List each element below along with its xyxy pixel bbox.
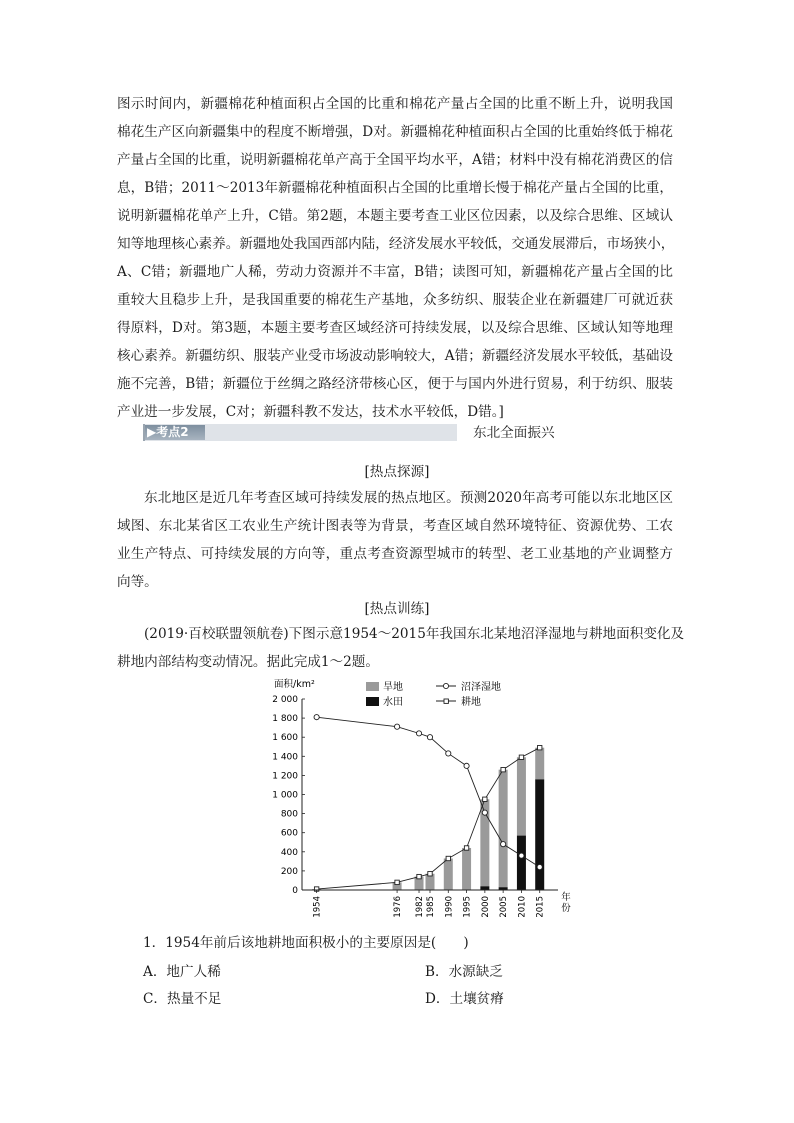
cultivated-land-point [538, 746, 542, 750]
option-a[interactable]: A．地广人稀 [143, 964, 221, 980]
bar-series [312, 748, 544, 890]
x-tick-label: 2005 [499, 896, 510, 918]
bar-paddy-field [480, 886, 489, 890]
marsh-wetland-point [446, 751, 451, 756]
x-tick-label: 2000 [480, 896, 491, 918]
question-stem: 1．1954年前后该地耕地面积极小的主要原因是( ) [143, 935, 469, 951]
paragraph-line: 东北地区是近几年考查区域可持续发展的热点地区。预测2020年高考可能以东北地区区 [144, 490, 673, 506]
section-title: 东北全面振兴 [473, 425, 555, 441]
hot-source-heading: [热点探源] [364, 464, 430, 480]
paragraph-line: 核心素养。新疆纺织、服装产业受市场波动影响较大，A错；新疆经济发展水平较低，基础设 [117, 348, 673, 364]
legend-swatch-paddy-field [366, 697, 379, 706]
x-tick-label: 2010 [517, 896, 528, 918]
marsh-wetland-point [482, 810, 487, 815]
cultivated-land-point [395, 880, 399, 884]
hot-training-heading: [热点训练] [364, 601, 430, 617]
paragraph-line: 耕地内部结构变动情况。据此完成1～2题。 [117, 654, 379, 670]
legend-swatch-dry-land [366, 682, 379, 691]
y-tick-label: 2 000 [272, 695, 298, 705]
paragraph-line: 向等。 [117, 574, 158, 590]
bar-paddy-field [517, 836, 526, 890]
x-tick-label: 1954 [312, 896, 323, 918]
paragraph-line: 施不完善，B错；新疆位于丝绸之路经济带核心区，便于与国内外进行贸易，利于纺织、服装 [117, 376, 673, 392]
y-tick-label: 200 [280, 866, 298, 877]
y-axis-label: 面积/km² [274, 679, 315, 690]
cultivated-land-point [446, 856, 450, 860]
y-axis [272, 695, 305, 896]
area-change-chart [258, 676, 578, 926]
marsh-wetland-point [537, 864, 542, 869]
cultivated-land-point [519, 755, 523, 759]
line-series [314, 715, 542, 892]
x-tick-label: 1976 [393, 896, 404, 918]
y-tick-label: 800 [280, 809, 298, 820]
y-tick-label: 1 600 [272, 733, 298, 744]
bar-dry-land [444, 858, 453, 890]
marsh-wetland-point [416, 731, 421, 736]
cultivated-land-point [501, 767, 505, 771]
legend-label-dry-land: 旱地 [383, 682, 403, 693]
section-tag [145, 425, 205, 440]
hot-source-paragraph [117, 484, 673, 596]
x-tick-label: 1985 [426, 896, 436, 918]
cultivated-land-point [417, 874, 421, 878]
legend-label-cultivated-land: 耕地 [461, 697, 481, 708]
paragraph-line: 得原料，D对。第3题，本题主要考查区域经济可持续发展，以及综合思维、区域认知等地理 [117, 320, 673, 336]
section-header-bar [143, 424, 457, 441]
paragraph-line: 产量占全国的比重，说明新疆棉花单产高于全国平均水平，A错；材料中没有棉花消费区的信 [117, 152, 673, 168]
marsh-wetland-point [394, 724, 399, 729]
marsh-wetland-point [427, 735, 432, 740]
bar-dry-land [462, 848, 471, 890]
paragraph-line: 业生产特点、可持续发展的方向等，重点考查资源型城市的转型、老工业基地的产业调整方 [117, 546, 673, 562]
legend-label-marsh-wetland: 沼泽湿地 [461, 682, 501, 693]
marsh-wetland-point [501, 842, 506, 847]
section-tag-label: 考点2 [156, 425, 189, 439]
paragraph-line: 重较大且稳步上升，是我国重要的棉花生产基地，众多纺织、服装企业在新疆建厂可就近获 [117, 292, 673, 308]
legend-marker-cultivated-land [444, 699, 448, 703]
y-tick-label: 1 200 [272, 771, 298, 782]
y-tick-label: 0 [292, 886, 298, 896]
x-tick-label: 1982 [415, 896, 426, 918]
question-intro-paragraph [117, 620, 685, 676]
play-arrow-icon: ▶ [147, 425, 157, 439]
legend-label-paddy-field: 水田 [383, 697, 403, 708]
paragraph-line: (2019·百校联盟领航卷)下图示意1954～2015年我国东北某地沼泽湿地与耕地面积变化及 [144, 626, 685, 642]
cultivated-land-point [428, 872, 432, 876]
cultivated-land-point [483, 797, 487, 801]
paragraph-line: A、C错；新疆地广人稀，劳动力资源并不丰富，B错；读图可知，新疆棉花产量占全国的比 [117, 264, 673, 280]
y-tick-label: 400 [280, 847, 298, 858]
x-axis [302, 890, 571, 918]
paragraph-line: 知等地理核心素养。新疆地处我国西部内陆，经济发展水平较低，交通发展滞后，市场狭小， [117, 236, 675, 252]
marsh-wetland-point [464, 763, 469, 768]
option-b[interactable]: B．水源缺乏 [425, 964, 503, 980]
paragraph-line: 域图、东北某省区工农业生产统计图表等为背景，考查区域自然环境特征、资源优势、工农 [117, 518, 673, 534]
bar-dry-land [535, 748, 544, 780]
marsh-wetland-point [519, 853, 524, 858]
x-tick-label: 2015 [535, 896, 546, 918]
y-tick-label: 1 800 [272, 714, 298, 725]
marsh-wetland-point [314, 715, 319, 720]
x-tick-label: 1990 [444, 896, 455, 918]
cultivated-land-point [464, 846, 468, 850]
y-tick-label: 1 000 [272, 790, 298, 801]
paragraph-line: 息，B错；2011～2013年新疆棉花种植面积占全国的比重增长慢于棉花产量占全国的比重， [117, 180, 673, 196]
x-tick-label: 1995 [462, 896, 473, 918]
paragraph-line: 棉花生产区向新疆集中的程度不断增强，D对。新疆棉花种植面积占全国的比重始终低于棉花 [117, 124, 673, 140]
legend-marker-marsh-wetland [443, 683, 448, 688]
option-c[interactable]: C．热量不足 [143, 991, 222, 1007]
x-axis-label: 年 [561, 892, 571, 903]
bar-dry-land [517, 757, 526, 835]
bar-paddy-field [535, 779, 544, 890]
option-d[interactable]: D．土壤贫瘠 [425, 991, 504, 1007]
paragraph-line: 产业进一步发展，C对；新疆科教不发达，技术水平较低，D错。] [117, 404, 504, 420]
y-tick-label: 600 [280, 828, 298, 839]
y-tick-label: 1 400 [272, 752, 298, 763]
x-axis-label: 份 [561, 903, 571, 914]
paragraph-line: 图示时间内，新疆棉花种植面积占全国的比重和棉花产量占全国的比重不断上升，说明我国 [117, 96, 673, 112]
answer-explanation-paragraph [117, 90, 673, 426]
paragraph-line: 说明新疆棉花单产上升，C错。第2题，本题主要考查工业区位因素，以及综合思维、区域认 [117, 208, 673, 224]
bar-dry-land [499, 770, 508, 887]
chart-legend [366, 680, 501, 708]
